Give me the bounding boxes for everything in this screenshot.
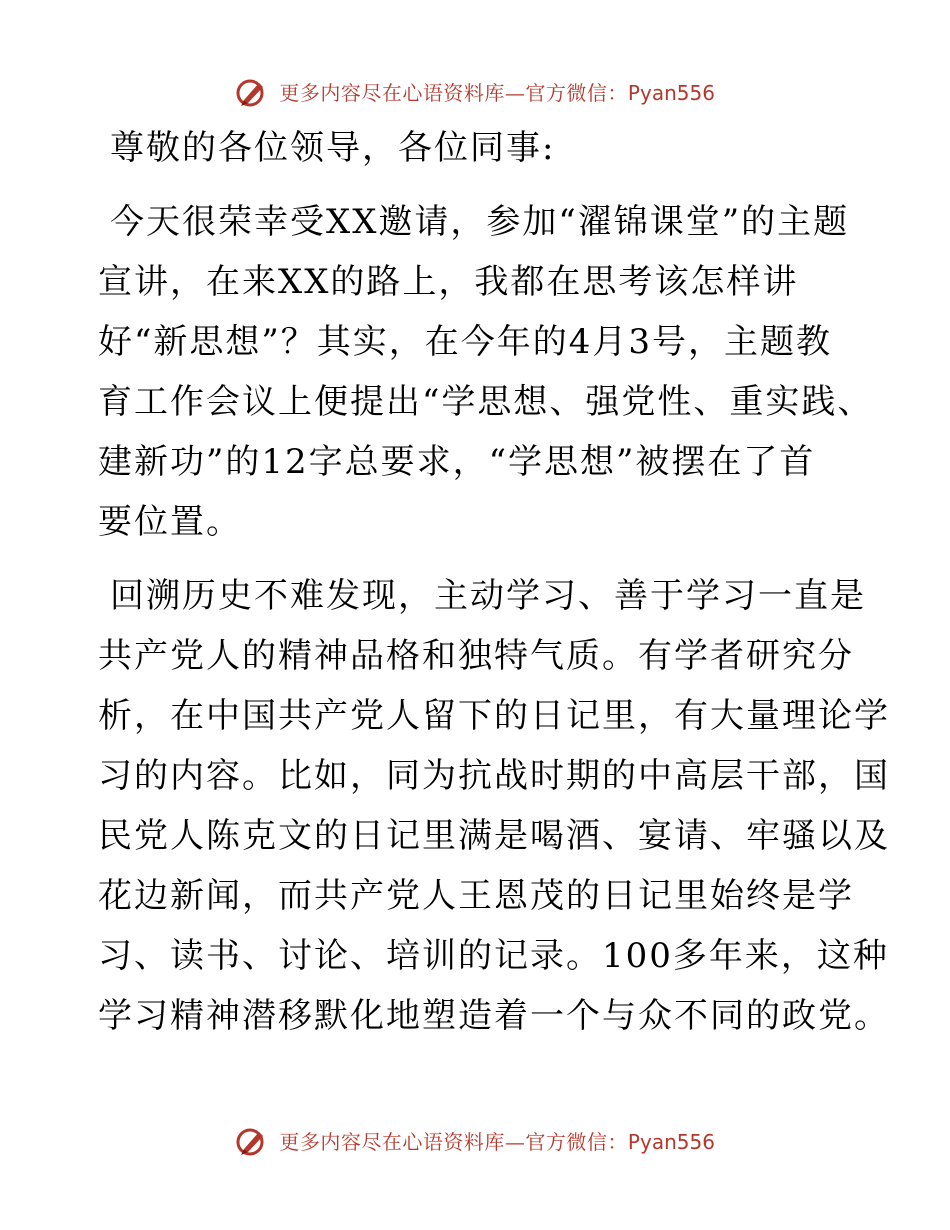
text-line: 育工作会议上便提出“学思想、强党性、重实践、 (98, 382, 874, 422)
watermark-account: Pyan556 (627, 1129, 715, 1154)
paragraph-greeting (98, 118, 858, 178)
footer-watermark (0, 1125, 950, 1157)
watermark-account: Pyan556 (627, 80, 715, 105)
pen-nib-logo-icon (235, 1127, 269, 1157)
text-line: 好“新思想”？其实，在今年的4月3号，主题教 (98, 322, 833, 362)
text-line: 回溯历史不难发现，主动学习、善于学习一直是 (110, 576, 866, 616)
pen-nib-logo-icon (235, 78, 269, 108)
text-line: 习的内容。比如，同为抗战时期的中高层干部，国 (98, 756, 890, 796)
text-line: 共产党人的精神品格和独特气质。有学者研究分 (98, 636, 854, 676)
paragraph-intro (98, 192, 874, 552)
paragraph-history (98, 566, 890, 1046)
text-line: 尊敬的各位领导，各位同事: (110, 128, 556, 168)
text-line: 要位置。 (98, 502, 242, 542)
text-line: 析，在中国共产党人留下的日记里，有大量理论学 (98, 696, 890, 736)
watermark-text: 更多内容尽在心语资料库—官方微信： (279, 1129, 628, 1154)
text-line: 宣讲，在来XX的路上，我都在思考该怎样讲 (98, 262, 799, 302)
header-watermark (0, 76, 950, 108)
watermark-text: 更多内容尽在心语资料库—官方微信： (279, 80, 628, 105)
document-body (98, 118, 890, 1046)
text-line: 今天很荣幸受XX邀请，参加“濯锦课堂”的主题 (110, 202, 850, 242)
text-line: 学习精神潜移默化地塑造着一个与众不同的政党。 (98, 996, 890, 1036)
text-line: 习、读书、讨论、培训的记录。100多年来，这种 (98, 936, 889, 976)
text-line: 建新功”的12字总要求，“学思想”被摆在了首 (98, 442, 816, 482)
text-line: 花边新闻，而共产党人王恩茂的日记里始终是学 (98, 876, 854, 916)
text-line: 民党人陈克文的日记里满是喝酒、宴请、牢骚以及 (98, 816, 890, 856)
